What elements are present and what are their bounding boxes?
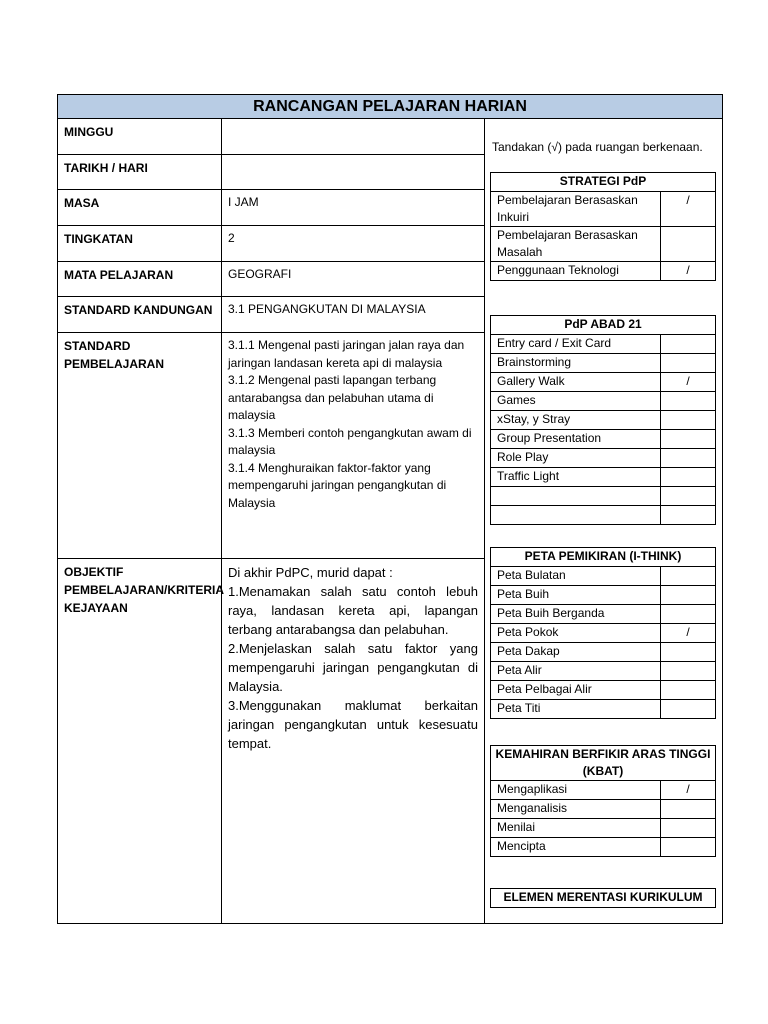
field-label: MASA	[58, 190, 222, 225]
item-label: Role Play	[491, 449, 661, 468]
item-label	[491, 487, 661, 506]
mark-cell[interactable]	[661, 662, 716, 681]
field-row-objektif	[58, 559, 485, 924]
table-row	[491, 192, 716, 227]
learning-standards	[222, 333, 485, 558]
item-label: Entry card / Exit Card	[491, 335, 661, 354]
item-label	[491, 506, 661, 525]
details-column	[58, 119, 485, 924]
form-title: RANCANGAN PELAJARAN HARIAN	[58, 95, 722, 119]
table-heading: PETA PEMIKIRAN (I-THINK)	[491, 548, 716, 567]
strategi-table	[490, 172, 716, 281]
table-row	[491, 700, 716, 719]
mark-cell[interactable]: /	[661, 262, 716, 281]
item-label: Group Presentation	[491, 430, 661, 449]
table-row	[491, 335, 716, 354]
table-row	[491, 506, 716, 525]
field-row-tarikh	[58, 155, 485, 190]
table-row	[491, 662, 716, 681]
learning-standard-item: 3.1.2 Mengenal pasti lapangan terbang antarabangsa dan pelabuhan utama di malaysia	[228, 373, 437, 422]
table-row	[491, 262, 716, 281]
item-label: Mengaplikasi	[491, 781, 661, 800]
objective-item: Di akhir PdPC, murid dapat :	[228, 565, 393, 580]
item-label: Peta Dakap	[491, 643, 661, 662]
learning-standard-item: 3.1.1 Mengenal pasti jaringan jalan raya dan jaringan landasan kereta api di malaysia	[228, 338, 465, 370]
mark-cell[interactable]: /	[661, 192, 716, 227]
table-row	[491, 838, 716, 857]
item-label: Gallery Walk	[491, 373, 661, 392]
item-label: Menilai	[491, 819, 661, 838]
field-label: STANDARD KANDUNGAN	[58, 297, 222, 332]
mark-cell[interactable]	[661, 800, 716, 819]
mark-cell[interactable]: /	[661, 624, 716, 643]
field-value[interactable]: 2	[222, 226, 485, 261]
field-row-minggu	[58, 119, 485, 155]
ithink-table	[490, 547, 716, 719]
field-label: MINGGU	[58, 119, 222, 154]
item-label: Penggunaan Teknologi	[491, 262, 661, 281]
table-row	[491, 430, 716, 449]
field-value[interactable]: GEOGRAFI	[222, 262, 485, 296]
mark-cell[interactable]	[661, 449, 716, 468]
objective-item: 3.Menggunakan maklumat berkaitan jaringan pengangkutan untuk kesesuatu tempat.	[228, 698, 478, 751]
mark-cell[interactable]	[661, 335, 716, 354]
field-row-mata-pelajaran	[58, 262, 485, 297]
table-row	[491, 567, 716, 586]
item-label: xStay, y Stray	[491, 411, 661, 430]
mark-cell[interactable]	[661, 643, 716, 662]
learning-standard-item: 3.1.3 Memberi contoh pengangkutan awam di malaysia	[228, 425, 472, 457]
item-label: Games	[491, 392, 661, 411]
field-label: OBJEKTIF PEMBELAJARAN/KRITERIA KEJAYAAN	[58, 559, 222, 924]
table-row	[491, 624, 716, 643]
mark-cell[interactable]	[661, 392, 716, 411]
field-value[interactable]	[222, 155, 485, 189]
mark-cell[interactable]	[661, 819, 716, 838]
mark-cell[interactable]: /	[661, 373, 716, 392]
mark-cell[interactable]	[661, 430, 716, 449]
lesson-plan-form	[57, 94, 723, 924]
table-row	[491, 468, 716, 487]
field-value[interactable]: I JAM	[222, 190, 485, 225]
field-label: STANDARD PEMBELAJARAN	[58, 333, 222, 558]
mark-cell[interactable]	[661, 227, 716, 262]
field-label: TARIKH / HARI	[58, 155, 222, 189]
table-row	[491, 819, 716, 838]
mark-cell[interactable]: /	[661, 781, 716, 800]
mark-cell[interactable]	[661, 354, 716, 373]
kbat-table	[490, 745, 716, 857]
field-row-standard-pembelajaran	[58, 333, 485, 559]
learning-objectives	[222, 559, 485, 924]
item-label: Peta Pokok	[491, 624, 661, 643]
table-row	[491, 800, 716, 819]
table-row	[491, 227, 716, 262]
item-label: Peta Pelbagai Alir	[491, 681, 661, 700]
table-row	[491, 681, 716, 700]
mark-cell[interactable]	[661, 838, 716, 857]
item-label: Menganalisis	[491, 800, 661, 819]
abad21-table	[490, 315, 716, 525]
mark-cell[interactable]	[661, 468, 716, 487]
field-label: MATA PELAJARAN	[58, 262, 222, 296]
table-row	[491, 781, 716, 800]
table-row	[491, 586, 716, 605]
mark-cell[interactable]	[661, 506, 716, 525]
mark-cell[interactable]	[661, 487, 716, 506]
item-label: Peta Alir	[491, 662, 661, 681]
mark-cell[interactable]	[661, 605, 716, 624]
table-row	[491, 373, 716, 392]
table-heading: ELEMEN MERENTASI KURIKULUM	[491, 889, 716, 908]
field-value[interactable]: 3.1 PENGANGKUTAN DI MALAYSIA	[222, 297, 485, 332]
field-row-masa	[58, 190, 485, 226]
table-row	[491, 643, 716, 662]
learning-standard-item: 3.1.4 Menghuraikan faktor-faktor yang mempengaruhi jaringan pengangkutan di Malaysia	[228, 460, 447, 510]
item-label: Pembelajaran Berasaskan Inkuiri	[491, 192, 661, 227]
item-label: Peta Buih	[491, 586, 661, 605]
item-label: Brainstorming	[491, 354, 661, 373]
mark-cell[interactable]	[661, 700, 716, 719]
field-row-standard-kandungan	[58, 297, 485, 333]
item-label: Peta Bulatan	[491, 567, 661, 586]
table-row	[491, 392, 716, 411]
table-heading: PdP ABAD 21	[491, 316, 716, 335]
item-label: Peta Buih Berganda	[491, 605, 661, 624]
table-heading: STRATEGI PdP	[491, 173, 716, 192]
item-label: Traffic Light	[491, 468, 661, 487]
checklist-column	[485, 119, 722, 924]
table-row	[491, 605, 716, 624]
field-row-tingkatan	[58, 226, 485, 262]
table-row	[491, 411, 716, 430]
table-heading: KEMAHIRAN BERFIKIR ARAS TINGGI (KBAT)	[491, 746, 716, 781]
field-label: TINGKATAN	[58, 226, 222, 261]
mark-cell[interactable]	[661, 586, 716, 605]
mark-cell[interactable]	[661, 411, 716, 430]
item-label: Mencipta	[491, 838, 661, 857]
elemen-table	[490, 888, 716, 908]
table-row	[491, 449, 716, 468]
table-row	[491, 487, 716, 506]
table-row	[491, 354, 716, 373]
objective-item: 1.Menamakan salah satu contoh lebuh raya, landasan kereta api, lapangan terbang antarabangsa dan pelabuhan.	[228, 584, 478, 637]
mark-cell[interactable]	[661, 567, 716, 586]
instruction-note: Tandakan (√) pada ruangan berkenaan.	[492, 140, 703, 154]
field-value[interactable]	[222, 119, 485, 154]
mark-cell[interactable]	[661, 681, 716, 700]
objective-item: 2.Menjelaskan salah satu faktor yang mempengaruhi jaringan pengangkutan di Malaysia.	[228, 641, 478, 694]
item-label: Pembelajaran Berasaskan Masalah	[491, 227, 661, 262]
item-label: Peta Titi	[491, 700, 661, 719]
